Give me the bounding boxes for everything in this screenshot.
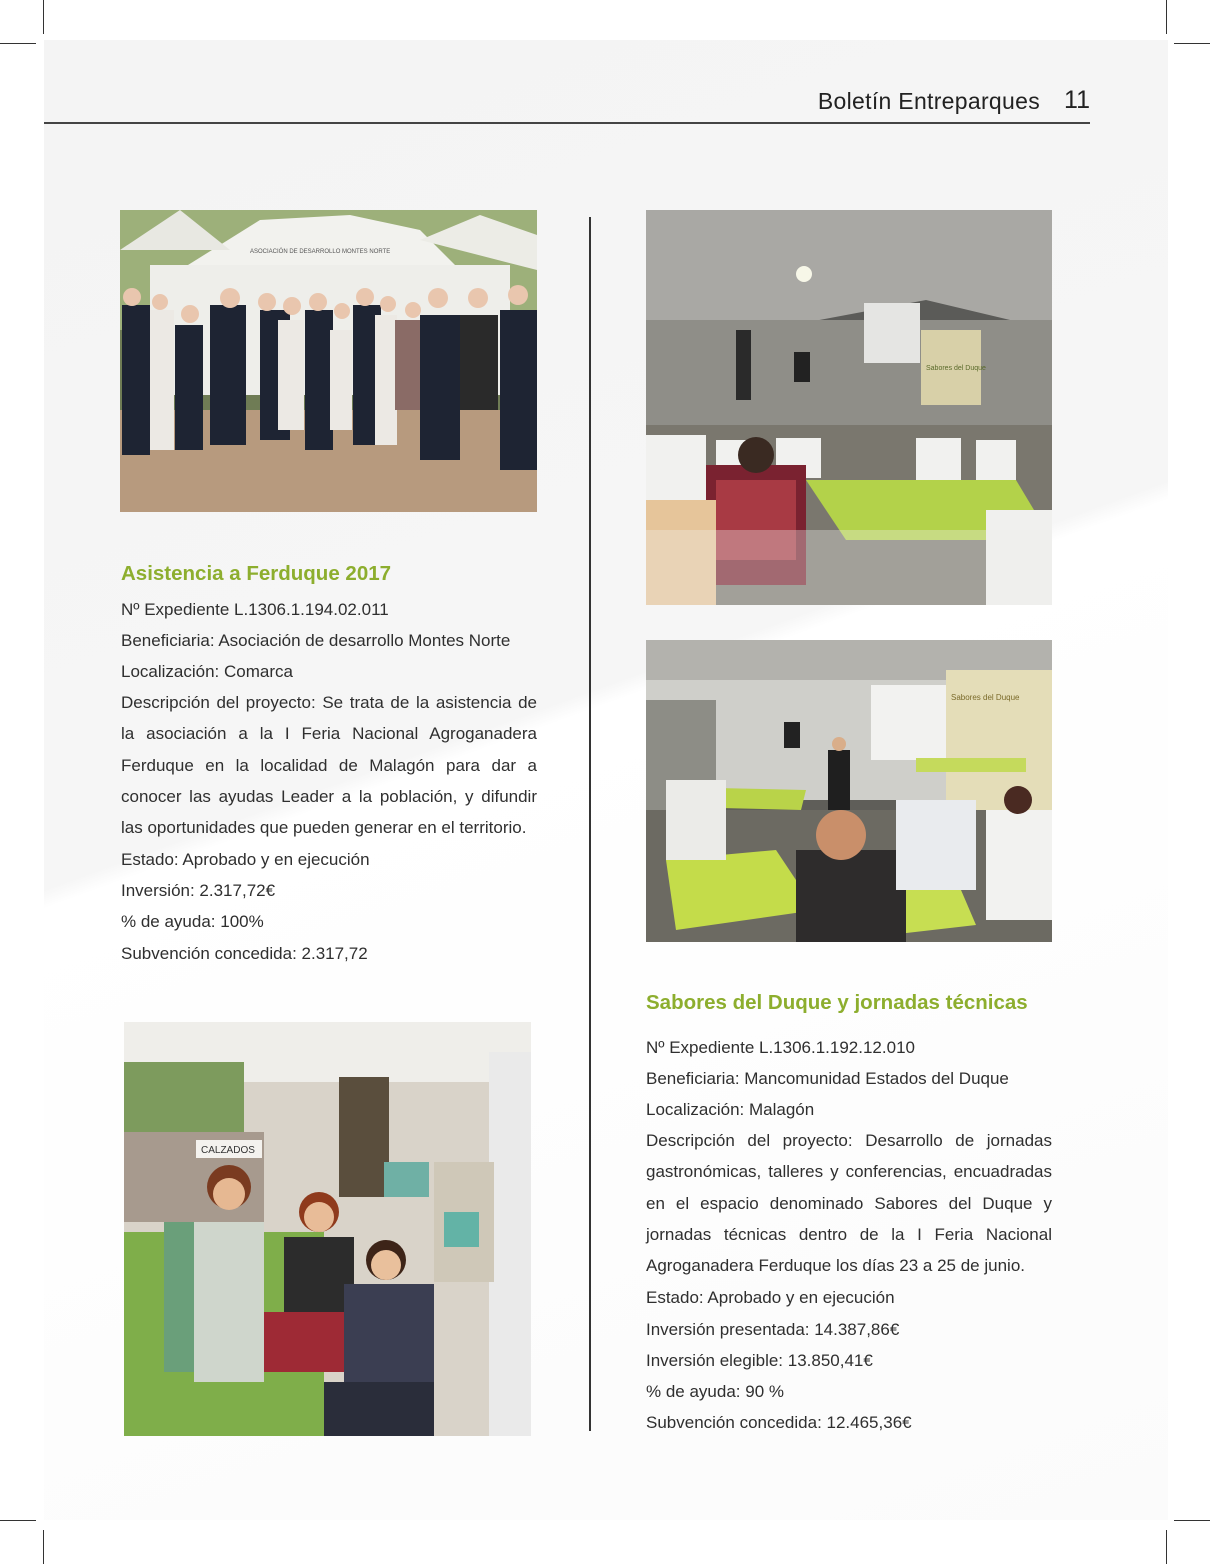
tent-speaker-photo (646, 640, 1052, 942)
project1-localizacion: Localización: Comarca (121, 662, 293, 681)
project1-ayuda: % de ayuda: 100% (121, 912, 264, 931)
project2-title: Sabores del Duque y jornadas técnicas (646, 991, 1028, 1014)
group-photo-banner: ASOCIACIÓN DE DESARROLLO MONTES NORTE (250, 249, 391, 255)
crop-mark (1174, 43, 1210, 44)
project1-expediente: Nº Expediente L.1306.1.194.02.011 (121, 600, 389, 619)
publication-title: Boletín Entreparques (817, 88, 1040, 114)
stand-photo (124, 1022, 531, 1436)
crop-mark (43, 0, 44, 34)
project2-descripcion: Descripción del proyecto: Desarrollo de jornadas gastronómicas, talleres y conferencias, encuadradas en el espacio denominado Sabores del Duque y jornadas técnicas dentro de la I Feria Nacional Agroganadera Ferduque los días 23 a 25 de junio. (646, 1131, 1052, 1276)
project1-descripcion: Descripción del proyecto: Se trata de la asistencia de la asociación a la I Feria Nacional Agroganadera Ferduque en la localidad de Malagón para dar a conocer las ayudas Leader a la población, y difundir las oportunidades que pueden generar en el territorio. (121, 693, 537, 838)
crop-mark (0, 1520, 36, 1521)
header-rule (44, 122, 1090, 124)
project2-inversion-presentada: Inversión presentada: 14.387,86€ (646, 1320, 900, 1339)
tent-bottom-banner: Sabores del Duque (951, 693, 1020, 702)
crop-mark (1166, 1530, 1167, 1564)
crop-mark (1166, 0, 1167, 34)
project1-inversion: Inversión: 2.317,72€ (121, 881, 276, 900)
project2-estado: Estado: Aprobado y en ejecución (646, 1288, 895, 1307)
tent-audience-photo (646, 210, 1052, 605)
project1-title: Asistencia a Ferduque 2017 (121, 562, 392, 585)
project2-expediente: Nº Expediente L.1306.1.192.12.010 (646, 1038, 915, 1057)
project2-ayuda: % de ayuda: 90 % (646, 1382, 784, 1401)
group-photo (120, 210, 537, 512)
tent-top-banner: Sabores del Duque (926, 365, 986, 372)
project2-localizacion: Localización: Malagón (646, 1100, 815, 1119)
crop-mark (43, 1530, 44, 1564)
project1-subvencion: Subvención concedida: 2.317,72 (121, 944, 368, 963)
crop-mark (0, 43, 36, 44)
project2-subvencion: Subvención concedida: 12.465,36€ (646, 1413, 912, 1432)
page-number: 11 (1064, 86, 1090, 114)
column-divider (589, 217, 591, 1431)
stand-photo-sign: CALZADOS (201, 1145, 255, 1156)
crop-mark (1174, 1520, 1210, 1521)
project2-inversion-elegible: Inversión elegible: 13.850,41€ (646, 1351, 873, 1370)
project1-estado: Estado: Aprobado y en ejecución (121, 850, 370, 869)
project1-beneficiaria: Beneficiaria: Asociación de desarrollo Montes Norte (121, 631, 511, 650)
project2-beneficiaria: Beneficiaria: Mancomunidad Estados del Duque (646, 1069, 1009, 1088)
